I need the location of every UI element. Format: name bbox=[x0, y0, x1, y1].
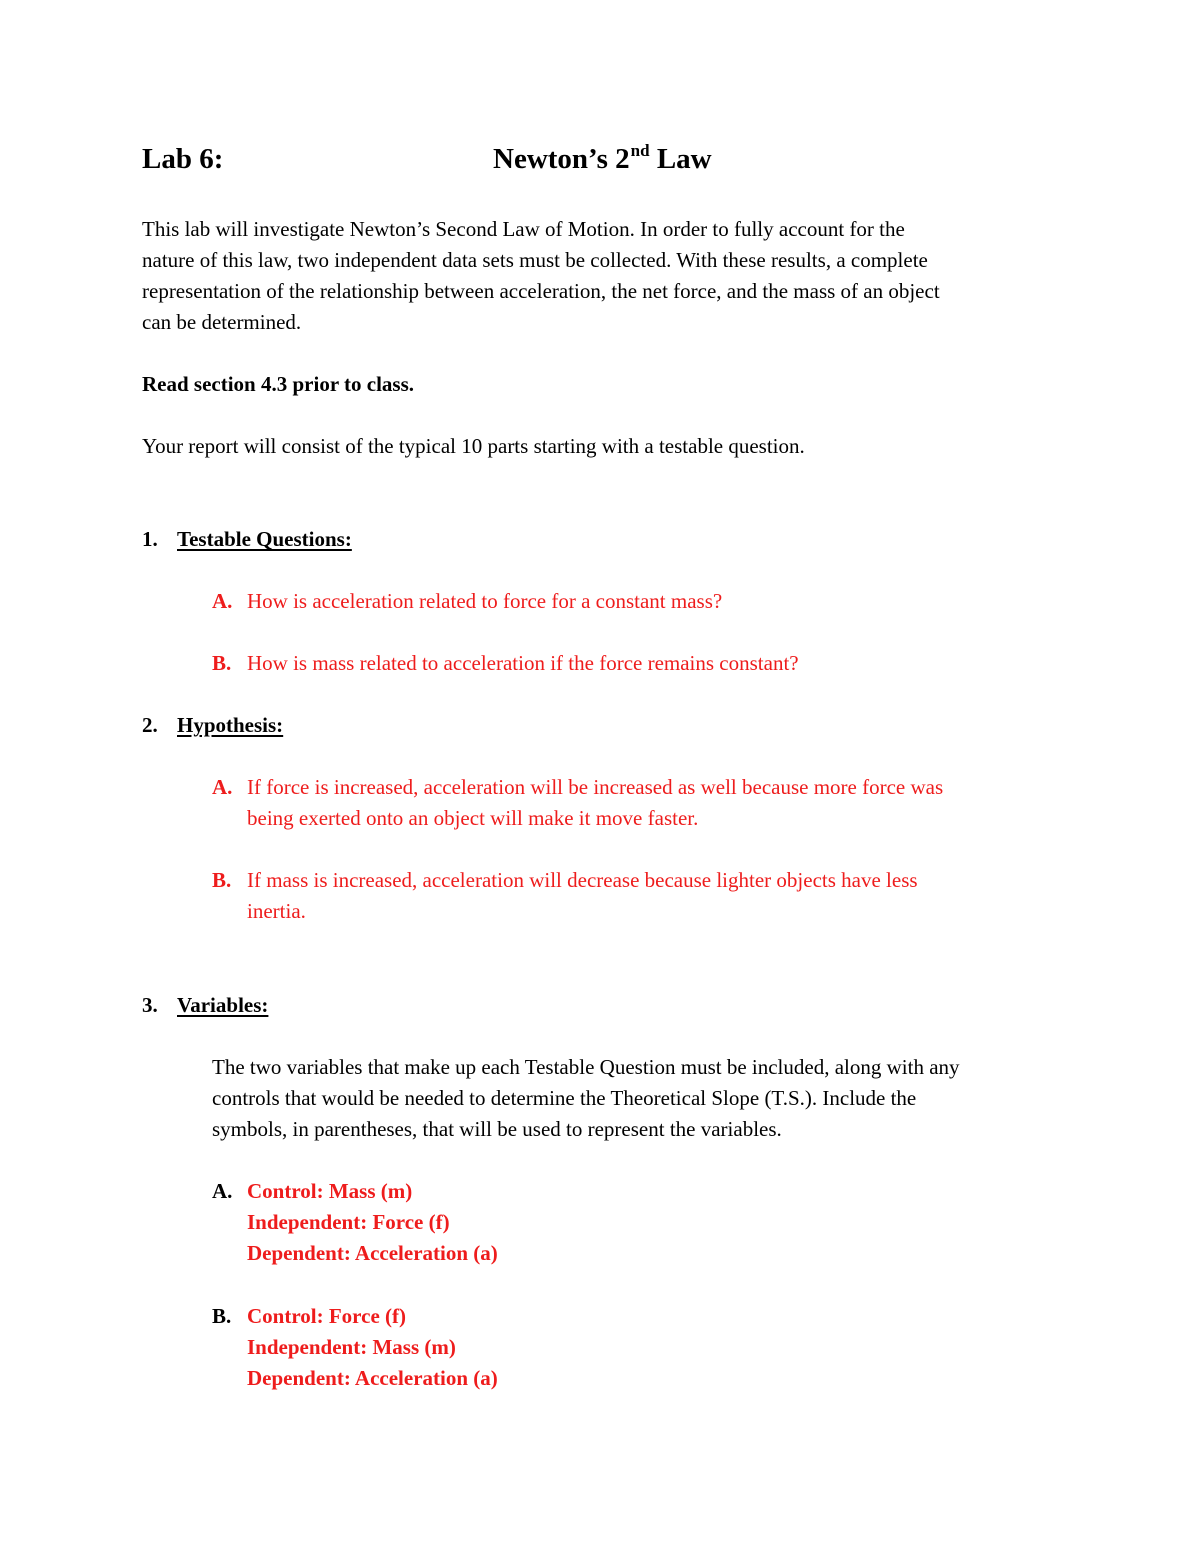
variable-line: Independent: Mass (m) bbox=[247, 1335, 456, 1359]
intro-line: can be determined. bbox=[142, 310, 302, 334]
title-superscript: nd bbox=[630, 141, 650, 160]
item-marker: A. bbox=[212, 775, 233, 799]
answer-line: being exerted onto an object will make it move faster. bbox=[247, 806, 699, 830]
intro-line: This lab will investigate Newton’s Second Law of Motion. In order to fully account for the bbox=[142, 217, 905, 241]
variable-line: Control: Force (f) bbox=[247, 1304, 406, 1328]
item-marker: B. bbox=[212, 651, 232, 675]
answer-line: If force is increased, acceleration will be increased as well because more force was bbox=[247, 775, 944, 799]
description-line: The two variables that make up each Testable Question must be included, along with any bbox=[212, 1055, 960, 1079]
variable-line: Dependent: Acceleration (a) bbox=[247, 1241, 498, 1265]
description-line: symbols, in parentheses, that will be used to represent the variables. bbox=[212, 1117, 782, 1141]
answer-line: If mass is increased, acceleration will decrease because lighter objects have less bbox=[247, 868, 918, 892]
section-heading: Variables: bbox=[177, 993, 269, 1017]
item-marker: A. bbox=[212, 1179, 233, 1203]
intro-line: nature of this law, two independent data sets must be collected. With these results, a complete bbox=[142, 248, 928, 272]
lab-label: Lab 6: bbox=[142, 143, 224, 175]
title-suffix: Law bbox=[649, 143, 712, 175]
section-number: 1. bbox=[142, 527, 158, 551]
item-marker: A. bbox=[212, 589, 233, 613]
variable-line: Independent: Force (f) bbox=[247, 1210, 450, 1234]
variable-line: Control: Mass (m) bbox=[247, 1179, 413, 1203]
answer-line: How is mass related to acceleration if the force remains constant? bbox=[247, 651, 799, 675]
answer-line: inertia. bbox=[247, 899, 306, 923]
variable-line: Dependent: Acceleration (a) bbox=[247, 1366, 498, 1390]
section-number: 2. bbox=[142, 713, 158, 737]
section-heading: Testable Questions: bbox=[177, 527, 352, 551]
item-marker: B. bbox=[212, 1304, 232, 1328]
page-title bbox=[493, 141, 712, 175]
description-line: controls that would be needed to determine the Theoretical Slope (T.S.). Include the bbox=[212, 1086, 917, 1110]
item-marker: B. bbox=[212, 868, 232, 892]
intro-line: representation of the relationship between acceleration, the net force, and the mass of an object bbox=[142, 279, 940, 303]
section-number: 3. bbox=[142, 993, 158, 1017]
section-heading: Hypothesis: bbox=[177, 713, 284, 737]
report-note: Your report will consist of the typical 10 parts starting with a testable question. bbox=[142, 434, 805, 458]
answer-line: How is acceleration related to force for a constant mass? bbox=[247, 589, 723, 613]
title-prefix: Newton’s 2 bbox=[493, 143, 630, 175]
read-note: Read section 4.3 prior to class. bbox=[142, 372, 415, 396]
